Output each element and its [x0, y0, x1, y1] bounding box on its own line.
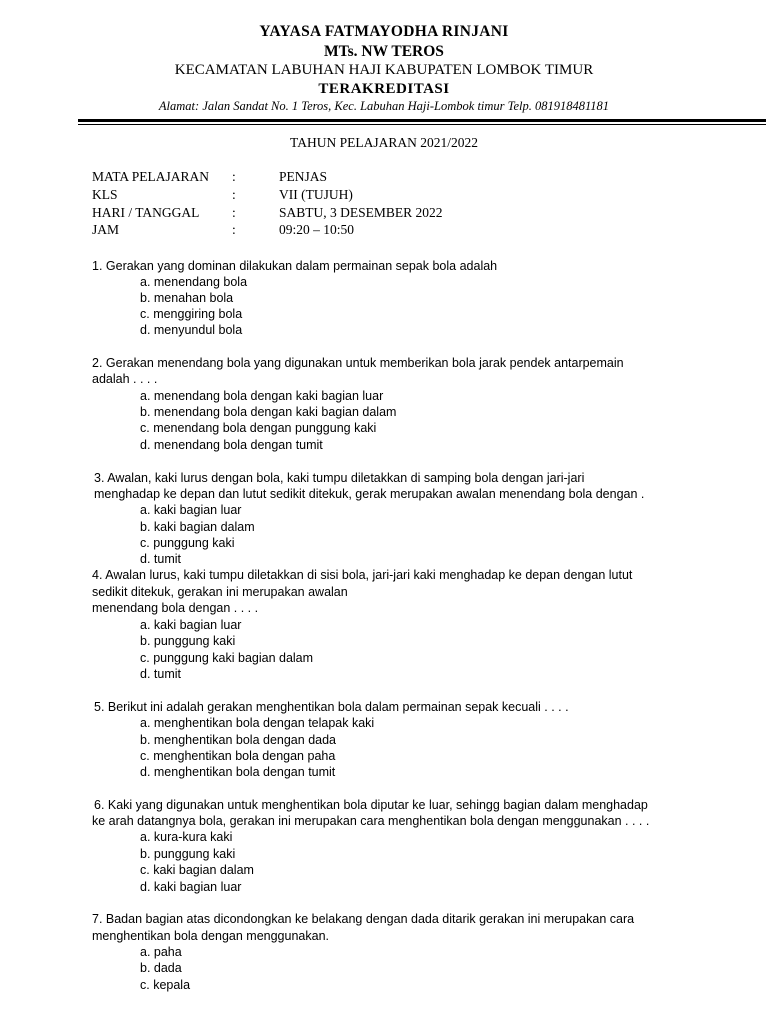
question-4-option-b: b. punggung kaki — [140, 634, 236, 648]
question-1-option-b: b. menahan bola — [140, 291, 234, 305]
info-separator: : — [232, 205, 236, 220]
school-address: Alamat: Jalan Sandat No. 1 Teros, Kec. Labuhan Haji-Lombok timur Telp. 081918481181 — [158, 99, 610, 113]
subject-value: PENJAS — [279, 169, 328, 184]
question-4-option-a: a. kaki bagian luar — [140, 618, 242, 632]
question-7-text: 7. Badan bagian atas dicondongkan ke belakang dengan dada ditarik gerakan ini merupakan cara — [92, 912, 635, 926]
school-name: MTs. NW TEROS — [324, 43, 444, 60]
question-2-text-cont: adalah . . . . — [92, 372, 158, 386]
question-2-text: 2. Gerakan menendang bola yang digunakan untuk memberikan bola jarak pendek antarpemain — [92, 356, 624, 370]
question-1-option-d: d. menyundul bola — [140, 323, 243, 337]
district-name: KECAMATAN LABUHAN HAJI KABUPATEN LOMBOK TIMUR — [174, 62, 594, 78]
question-3-option-a: a. kaki bagian luar — [140, 503, 242, 517]
question-7-option-b: b. dada — [140, 961, 182, 975]
question-3-option-d: d. tumit — [140, 552, 181, 566]
info-separator: : — [232, 169, 236, 184]
question-1-option-a: a. menendang bola — [140, 275, 248, 289]
question-6-option-a: a. kura-kura kaki — [140, 830, 233, 844]
class-value: VII (TUJUH) — [279, 187, 353, 202]
question-6-option-d: d. kaki bagian luar — [140, 880, 242, 894]
question-5-option-c: c. menghentikan bola dengan paha — [140, 749, 336, 763]
question-3-text-cont: menghadap ke depan dan lutut sedikit ditekuk, gerak merupakan awalan menendang bola dengan . — [94, 487, 645, 501]
question-4-text-cont: sedikit ditekuk, gerakan ini merupakan awalan — [92, 585, 348, 599]
time-label: JAM — [92, 222, 120, 237]
question-5-option-b: b. menghentikan bola dengan dada — [140, 733, 336, 747]
question-6-text-cont: ke arah datangnya bola, gerakan ini merupakan cara menghentikan bola dengan menggunakan . . . . — [92, 814, 650, 828]
date-value: SABTU, 3 DESEMBER 2022 — [279, 205, 443, 220]
time-value: 09:20 – 10:50 — [279, 222, 355, 237]
question-5-option-d: d. menghentikan bola dengan tumit — [140, 765, 336, 779]
academic-year: TAHUN PELAJARAN 2021/2022 — [290, 135, 478, 150]
question-4-option-d: d. tumit — [140, 667, 181, 681]
question-6-text: 6. Kaki yang digunakan untuk menghentikan bola diputar ke luar, sehingg bagian dalam menghadap — [94, 798, 648, 812]
question-4-text: 4. Awalan lurus, kaki tumpu diletakkan di sisi bola, jari-jari kaki menghadap ke depan dengan lutut — [92, 568, 633, 582]
question-1-option-c: c. menggiring bola — [140, 307, 243, 321]
question-4-text-cont-2: menendang bola dengan . . . . — [92, 601, 259, 615]
question-7-option-c: c. kepala — [140, 978, 191, 992]
question-4-option-c: c. punggung kaki bagian dalam — [140, 651, 314, 665]
question-3-option-c: c. punggung kaki — [140, 536, 235, 550]
letterhead-rule-thick — [78, 119, 766, 122]
question-5-option-a: a. menghentikan bola dengan telapak kaki — [140, 716, 375, 730]
info-separator: : — [232, 187, 236, 202]
letterhead-rule-thin — [78, 124, 766, 125]
question-1-text: 1. Gerakan yang dominan dilakukan dalam permainan sepak bola adalah — [92, 259, 498, 273]
question-6-option-c: c. kaki bagian dalam — [140, 863, 254, 877]
date-label: HARI / TANGGAL — [92, 205, 200, 220]
question-5-text: 5. Berikut ini adalah gerakan menghentikan bola dalam permainan sepak kecuali . . . . — [94, 700, 569, 714]
question-2-option-b: b. menendang bola dengan kaki bagian dalam — [140, 405, 397, 419]
question-2-option-c: c. menendang bola dengan punggung kaki — [140, 421, 377, 435]
subject-label: MATA PELAJARAN — [92, 169, 210, 184]
question-2-option-a: a. menendang bola dengan kaki bagian luar — [140, 389, 384, 403]
question-3-option-b: b. kaki bagian dalam — [140, 520, 255, 534]
info-separator: : — [232, 222, 236, 237]
accreditation-status: TERAKREDITASI — [318, 81, 450, 97]
question-7-option-a: a. paha — [140, 945, 182, 959]
foundation-name: YAYASA FATMAYODHA RINJANI — [259, 23, 509, 40]
question-3-text: 3. Awalan, kaki lurus dengan bola, kaki tumpu diletakkan di samping bola dengan jari-jari — [94, 471, 585, 485]
question-7-text-cont: menghentikan bola dengan menggunakan. — [92, 929, 329, 943]
question-2-option-d: d. menendang bola dengan tumit — [140, 438, 323, 452]
question-6-option-b: b. punggung kaki — [140, 847, 236, 861]
class-label: KLS — [92, 187, 118, 202]
